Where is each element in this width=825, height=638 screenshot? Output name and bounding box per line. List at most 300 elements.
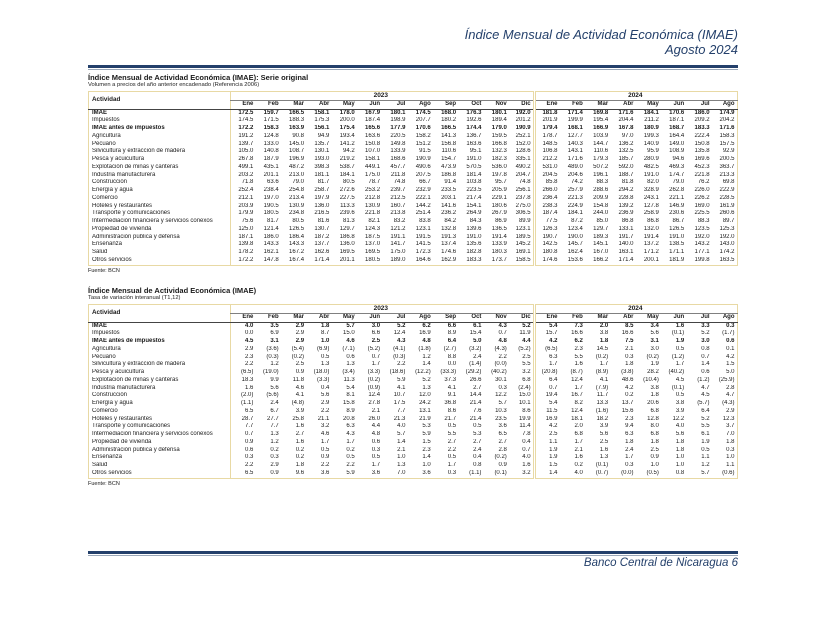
cell: (3.4) (342, 369, 355, 375)
month-column-header: Ago (712, 100, 737, 109)
cell: 36.8 (444, 400, 457, 406)
cell: 5.3 (422, 423, 431, 430)
activity-column-header: Actividad (89, 305, 231, 323)
cell: 221.1 (669, 194, 685, 201)
cell: 183.3 (694, 125, 710, 131)
row-label: Agricultura (92, 132, 121, 139)
cell: 3.9 (599, 423, 609, 430)
cell: 1.2 (701, 462, 710, 468)
table-row (89, 109, 738, 117)
cell: 24.2 (419, 400, 431, 406)
month-column-header: Nov (484, 313, 509, 322)
cell: 3.1 (270, 338, 279, 344)
cell: 3.6 (321, 469, 330, 476)
cell: 150.8 (694, 140, 710, 147)
cell: 174.4 (466, 125, 482, 131)
cell: 16.6 (571, 330, 583, 337)
cell: 228.5 (719, 194, 735, 201)
cell: 1.7 (371, 361, 381, 368)
cell: 125.0 (231, 226, 256, 234)
month-column-header: Ene (535, 313, 560, 322)
cell: 221.8 (365, 210, 381, 217)
table-row (89, 447, 738, 455)
cell: 139.2 (618, 202, 634, 209)
cell: (20.8) (535, 369, 560, 377)
activity-column-header: Actividad (89, 92, 231, 110)
cell: 13.3 (596, 400, 609, 406)
cell: 1.9 (650, 361, 659, 368)
month-column-header: May (332, 100, 357, 109)
cell: (0.2) (291, 353, 305, 360)
cell: 199.8 (694, 256, 710, 263)
cell: 13.7 (621, 400, 634, 406)
cell: 1.6 (522, 462, 531, 468)
cell: 191.2 (231, 133, 256, 141)
cell: 5.9 (397, 376, 406, 383)
cell: (1.6) (595, 407, 609, 414)
cell: 254.8 (289, 187, 305, 193)
cell: 190.5 (263, 202, 279, 209)
table-row (89, 195, 738, 203)
cell: 0.5 (473, 423, 482, 430)
cell: 0.2 (295, 454, 305, 461)
cell: 86.7 (672, 218, 685, 224)
cell: (0.3) (266, 353, 279, 360)
cell: 154.7 (441, 156, 457, 162)
cell: 74.8 (518, 179, 531, 186)
cell: 191.5 (415, 233, 431, 240)
cell: 141.7 (390, 241, 406, 248)
cell: 244.0 (593, 210, 609, 217)
cell: 88.3 (596, 179, 609, 186)
cell: 8.1 (346, 392, 355, 399)
cell: 7.3 (574, 322, 583, 329)
cell: 132.3 (491, 148, 507, 155)
cell: 2.7 (473, 438, 482, 445)
cell: 153.6 (567, 256, 583, 263)
cell: 179.4 (535, 125, 560, 133)
cell: 1.6 (599, 446, 609, 453)
cell: 7.7 (270, 423, 279, 430)
cell: 4.2 (625, 384, 634, 391)
cell: (0.0) (621, 469, 634, 476)
cell: 1.8 (295, 462, 305, 468)
cell: 164.6 (415, 256, 431, 263)
cell: 81.8 (621, 179, 634, 186)
row-label: IMAE antes de impuestos (92, 338, 165, 344)
cell: 211.8 (390, 171, 406, 178)
cell: 139.6 (466, 225, 482, 232)
cell: 25.8 (292, 415, 305, 422)
row-label: Impuestos (92, 117, 120, 124)
cell: 0.2 (295, 446, 305, 453)
cell: 5.5 (574, 353, 583, 360)
cell: 130.7 (314, 225, 330, 232)
cell: 139.7 (231, 141, 256, 149)
cell: 6.9 (270, 330, 279, 337)
cell: 3.5 (270, 322, 279, 329)
row-label: Transporte y comunicaciones (92, 210, 171, 217)
section-variacion-interanual (88, 287, 738, 488)
table-row (89, 226, 738, 234)
cell: 1.1 (726, 462, 735, 468)
imae-serie-original-table (88, 91, 738, 266)
row-label: Construcción (92, 179, 128, 186)
cell: 190.9 (515, 125, 531, 131)
cell: 0.7 (701, 353, 710, 360)
cell: 0.4 (522, 438, 531, 445)
cell: 160.7 (390, 202, 406, 209)
month-column-header: Feb (560, 100, 585, 109)
cell: 180.5 (365, 256, 381, 263)
cell: (0.2) (494, 454, 507, 461)
cell: 5.6 (675, 431, 685, 437)
cell: 0.6 (231, 447, 256, 455)
cell: 203.2 (231, 172, 256, 180)
cell: 21.3 (393, 415, 406, 422)
cell: 15.7 (535, 330, 560, 338)
cell: 143.2 (694, 241, 710, 248)
cell: 195.4 (593, 117, 609, 124)
cell: 328.9 (643, 187, 659, 193)
cell: 7.0 (397, 469, 406, 476)
cell: 6.8 (650, 431, 659, 437)
cell: 4.1 (447, 384, 457, 391)
cell: (0.2) (367, 376, 381, 383)
cell: 15.8 (343, 400, 355, 406)
cell: 174.7 (669, 171, 685, 178)
cell: 6.2 (574, 338, 583, 344)
cell: 108.9 (669, 148, 685, 155)
month-column-header: Ago (408, 313, 433, 322)
cell: 0.6 (346, 353, 355, 360)
cell: 3.0 (371, 322, 381, 329)
table-row (89, 392, 738, 400)
cell: 272.6 (339, 187, 355, 193)
cell: 95.7 (495, 179, 507, 186)
cell: 6.6 (371, 330, 381, 337)
cell: 172.2 (231, 257, 256, 265)
cell: 74.8 (393, 179, 406, 186)
cell: 85.8 (535, 179, 560, 187)
cell: 489.0 (567, 163, 583, 170)
table-row (89, 117, 738, 125)
cell: 4.3 (397, 338, 406, 344)
cell: 1.8 (675, 446, 685, 453)
cell: 4.4 (522, 338, 531, 344)
cell: 229.1 (491, 194, 507, 201)
month-column-header: May (332, 313, 357, 322)
cell: 223.5 (466, 187, 482, 193)
cell: 130.9 (289, 202, 305, 209)
table-source: Fuente: BCN (88, 267, 120, 274)
cell: 189.5 (515, 233, 531, 240)
cell: 3.3 (701, 322, 710, 329)
cell: (18.0) (313, 369, 330, 375)
cell: 183.3 (466, 256, 482, 263)
cell: 3.2 (522, 469, 531, 476)
cell: 105.0 (231, 148, 256, 156)
cell: 181.8 (535, 109, 560, 117)
cell: 148.5 (535, 141, 560, 149)
cell: 180.1 (491, 109, 507, 116)
cell: 213.4 (289, 194, 305, 201)
cell: 192.6 (466, 117, 482, 124)
cell: (6.9) (317, 345, 330, 352)
cell: 490.6 (415, 163, 431, 170)
cell: 158.1 (365, 156, 381, 162)
cell: 6.4 (535, 377, 560, 385)
cell: 2.1 (574, 446, 583, 453)
cell: 1.7 (625, 454, 634, 461)
table-row (89, 416, 738, 424)
row-label: Silvicultura y extracción de madera (92, 148, 186, 155)
cell: 14.4 (469, 392, 482, 399)
cell: 191.0 (466, 156, 482, 162)
cell: 2.2 (231, 361, 256, 369)
cell: 2.9 (726, 407, 735, 414)
cell: (1.1) (469, 469, 482, 476)
cell: 189.3 (593, 233, 609, 240)
cell: 175.4 (339, 125, 355, 131)
cell: 177.1 (694, 249, 710, 255)
cell: 168.1 (567, 125, 583, 131)
cell: 2.9 (270, 462, 279, 468)
cell: 124.3 (365, 225, 381, 232)
cell: 232.9 (415, 187, 431, 193)
cell: 15.6 (621, 407, 634, 414)
cell: 75.6 (231, 218, 256, 226)
cell: (40.2) (668, 369, 685, 375)
cell: 1.3 (346, 361, 355, 368)
cell: 4.8 (422, 338, 431, 344)
cell: 5.9 (422, 431, 431, 437)
cell: 4.2 (535, 423, 560, 431)
cell: 1.9 (535, 447, 560, 455)
cell: 2.3 (422, 446, 431, 453)
cell: 0.5 (321, 446, 330, 453)
cell: 136.2 (618, 140, 634, 147)
cell: 3.6 (498, 423, 507, 430)
row-label: Comercio (92, 407, 118, 414)
cell: 81.3 (343, 218, 355, 224)
cell: 6.8 (522, 376, 531, 383)
cell: 158.3 (719, 132, 735, 139)
cell: 164.4 (669, 132, 685, 139)
cell: 126.3 (535, 226, 560, 234)
cell: 1.4 (397, 438, 406, 445)
cell: 2.5 (599, 438, 609, 445)
cell: 190.9 (415, 156, 431, 162)
table-row (89, 470, 738, 478)
cell: 171.4 (618, 256, 634, 263)
cell: 2.2 (231, 462, 256, 470)
cell: 172.2 (231, 125, 256, 133)
row-label: Administración pública y defensa (92, 233, 180, 240)
cell: 192.0 (719, 233, 735, 240)
cell: (0.2) (646, 353, 659, 360)
month-column-header: Jun (661, 100, 686, 109)
cell: 74.2 (571, 179, 583, 186)
cell: 3.7 (726, 423, 735, 430)
cell: 168.0 (441, 109, 457, 116)
cell: 216.5 (314, 210, 330, 217)
cell: 0.5 (321, 353, 330, 360)
cell: 85.0 (596, 218, 609, 224)
month-column-header: Oct (459, 313, 484, 322)
cell: 264.9 (466, 210, 482, 217)
cell: (6.5) (231, 369, 256, 377)
cell: 0.7 (535, 385, 560, 393)
cell: 14.5 (596, 345, 609, 352)
cell: (2.7) (443, 345, 457, 352)
cell: 0.1 (726, 345, 735, 352)
cell: 243.1 (643, 194, 659, 201)
cell: 2.9 (295, 338, 305, 344)
cell: 294.2 (618, 187, 634, 193)
cell: 23.5 (495, 415, 507, 422)
cell: 227.5 (339, 194, 355, 201)
cell: 8.9 (346, 407, 355, 414)
cell: 187.9 (263, 156, 279, 162)
cell: 4.5 (231, 338, 256, 346)
row-label: Pecuario (92, 353, 116, 360)
cell: 21.4 (469, 400, 482, 406)
cell: 252.4 (231, 187, 256, 195)
cell: 178.7 (535, 133, 560, 141)
cell: 48.6 (621, 376, 634, 383)
cell: 209.2 (694, 117, 710, 124)
cell: 171.6 (567, 156, 583, 162)
cell: 0.9 (650, 454, 659, 461)
cell: 16.7 (571, 392, 583, 399)
cell: 110.6 (593, 148, 609, 155)
cell: 473.9 (441, 163, 457, 170)
cell: 154.1 (466, 202, 482, 209)
cell: 335.1 (515, 156, 531, 162)
cell: 86.8 (621, 218, 634, 224)
cell: 166.2 (593, 256, 609, 263)
cell: 187.4 (365, 117, 381, 124)
cell: 166.8 (491, 140, 507, 147)
cell: 225.5 (694, 210, 710, 217)
cell: 1.6 (231, 385, 256, 393)
row-label: Enseñanza (92, 454, 123, 461)
cell: (8.9) (595, 369, 609, 375)
cell: 197.8 (491, 171, 507, 178)
month-column-header: May (636, 100, 661, 109)
cell: 204.4 (618, 117, 634, 124)
cell: 6.3 (535, 354, 560, 362)
cell: 94.2 (343, 148, 355, 155)
cell: 12.4 (571, 407, 583, 414)
cell: 4.0 (574, 469, 583, 476)
cell: 12.4 (571, 376, 583, 383)
cell: 0.3 (726, 322, 735, 329)
month-column-header: Mar (585, 100, 610, 109)
cell: 1.3 (397, 462, 406, 468)
cell: 8.0 (650, 423, 659, 430)
cell: 4.0 (231, 322, 256, 330)
cell: 86.9 (495, 218, 507, 224)
cell: 170.6 (669, 109, 685, 116)
cell: 592.0 (618, 163, 634, 170)
cell: 4.8 (371, 431, 381, 437)
cell: 0.5 (701, 446, 710, 453)
cell: 136.0 (314, 202, 330, 209)
cell: 185.7 (618, 156, 634, 162)
cell: 0.5 (447, 423, 457, 430)
row-label: Explotación de minas y canteras (92, 163, 179, 170)
cell: 167.8 (618, 125, 634, 131)
cell: 4.0 (397, 423, 406, 430)
cell: 191.7 (618, 233, 634, 240)
cell: 2.4 (625, 446, 634, 453)
cell: (8.7) (570, 369, 583, 375)
cell: 178.2 (231, 249, 256, 257)
cell: 1.4 (422, 361, 431, 368)
row-label: Transporte y comunicaciones (92, 423, 171, 430)
cell: (5.7) (697, 400, 710, 406)
cell: 1.8 (321, 322, 330, 329)
cell: 211.2 (644, 117, 659, 124)
cell: 108.7 (289, 148, 305, 155)
cell: 4.1 (397, 384, 406, 391)
cell: 234.8 (289, 210, 305, 217)
table-row (89, 400, 738, 408)
cell: (1.8) (418, 345, 431, 352)
table-row (89, 439, 738, 447)
cell: (4.1) (393, 345, 406, 352)
cell: 130.9 (365, 202, 381, 209)
row-label: Impuestos (92, 330, 120, 337)
cell: 1.7 (599, 361, 609, 368)
cell: 184.1 (567, 210, 583, 217)
month-column-header: Nov (484, 100, 509, 109)
cell: 181.4 (466, 171, 482, 178)
table-row (89, 241, 738, 249)
cell: 1.6 (574, 361, 583, 368)
cell: 171.5 (263, 117, 279, 124)
cell: 1.6 (295, 423, 305, 430)
cell: 6.1 (473, 322, 482, 329)
month-column-header: Jun (357, 313, 382, 322)
cell: 125.3 (719, 225, 735, 232)
cell: 143.1 (567, 148, 583, 155)
cell: 258.9 (643, 210, 659, 217)
row-label: Silvicultura y extracción de madera (92, 361, 186, 368)
month-column-header: Ago (712, 313, 737, 322)
cell: 136.0 (339, 241, 355, 248)
cell: 0.7 (371, 353, 381, 360)
row-label: Otros servicios (92, 256, 132, 263)
cell: 1.5 (726, 361, 735, 368)
row-label: Explotación de minas y canteras (92, 376, 179, 383)
cell: 201.2 (515, 117, 531, 124)
cell: 217.4 (466, 194, 482, 201)
cell: 3.6 (371, 469, 381, 476)
cell: (0.3) (393, 353, 406, 360)
cell: 2.3 (574, 345, 583, 352)
cell: 11.9 (519, 330, 531, 337)
cell: (19.0) (263, 369, 279, 375)
cell: 251.4 (415, 210, 431, 217)
cell: 169.8 (593, 109, 609, 116)
document-footer (584, 557, 738, 569)
cell: 1.9 (675, 338, 685, 344)
cell: 180.5 (263, 210, 279, 217)
cell: 171.6 (618, 109, 634, 116)
